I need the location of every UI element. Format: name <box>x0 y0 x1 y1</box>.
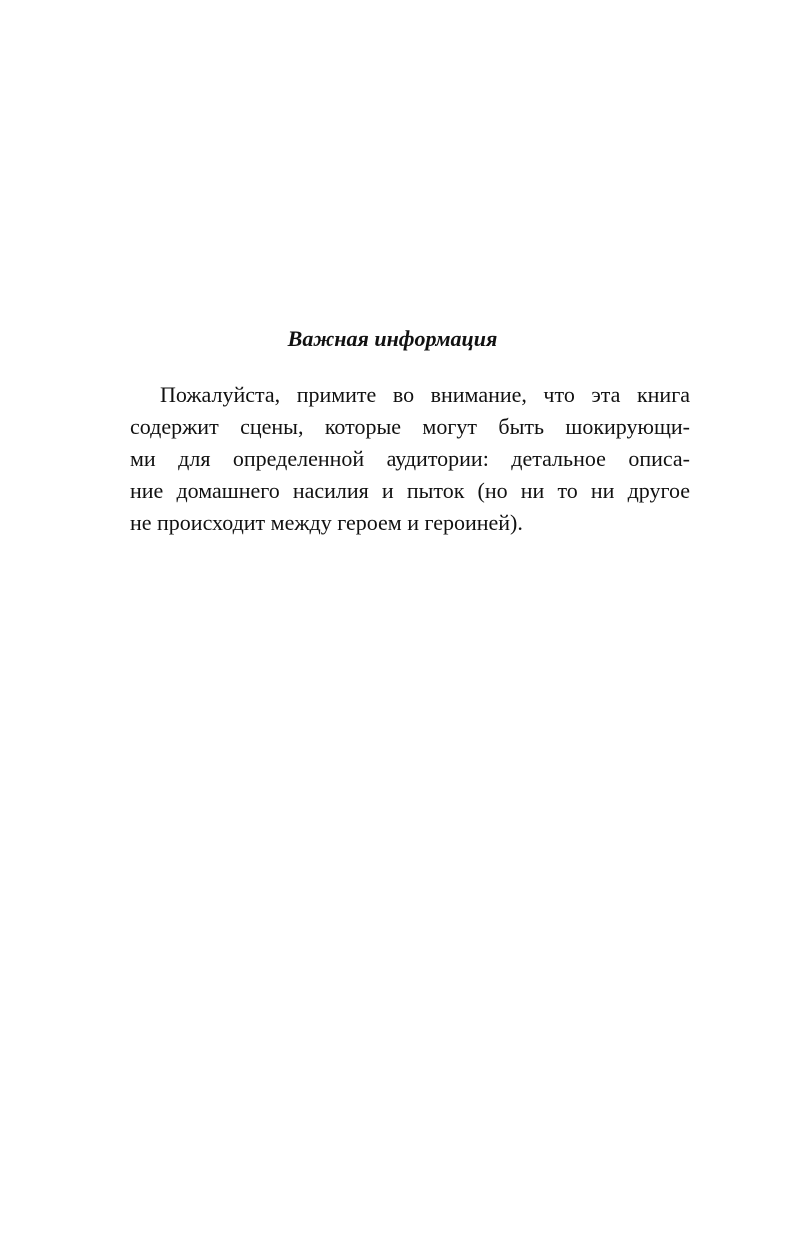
paragraph-line: ние домашнего насилия и пыток (но ни то ни другое <box>130 478 690 503</box>
notice-paragraph <box>130 379 690 539</box>
notice-heading: Важная информация <box>287 326 498 351</box>
paragraph-line: ми для определенной аудитории: детальное описа- <box>130 446 690 471</box>
paragraph-line: содержит сцены, которые могут быть шокирующи- <box>130 414 690 439</box>
paragraph-line: Пожалуйста, примите во внимание, что эта книга <box>160 382 690 407</box>
paragraph-line: не происходит между героем и героиней). <box>130 510 523 535</box>
